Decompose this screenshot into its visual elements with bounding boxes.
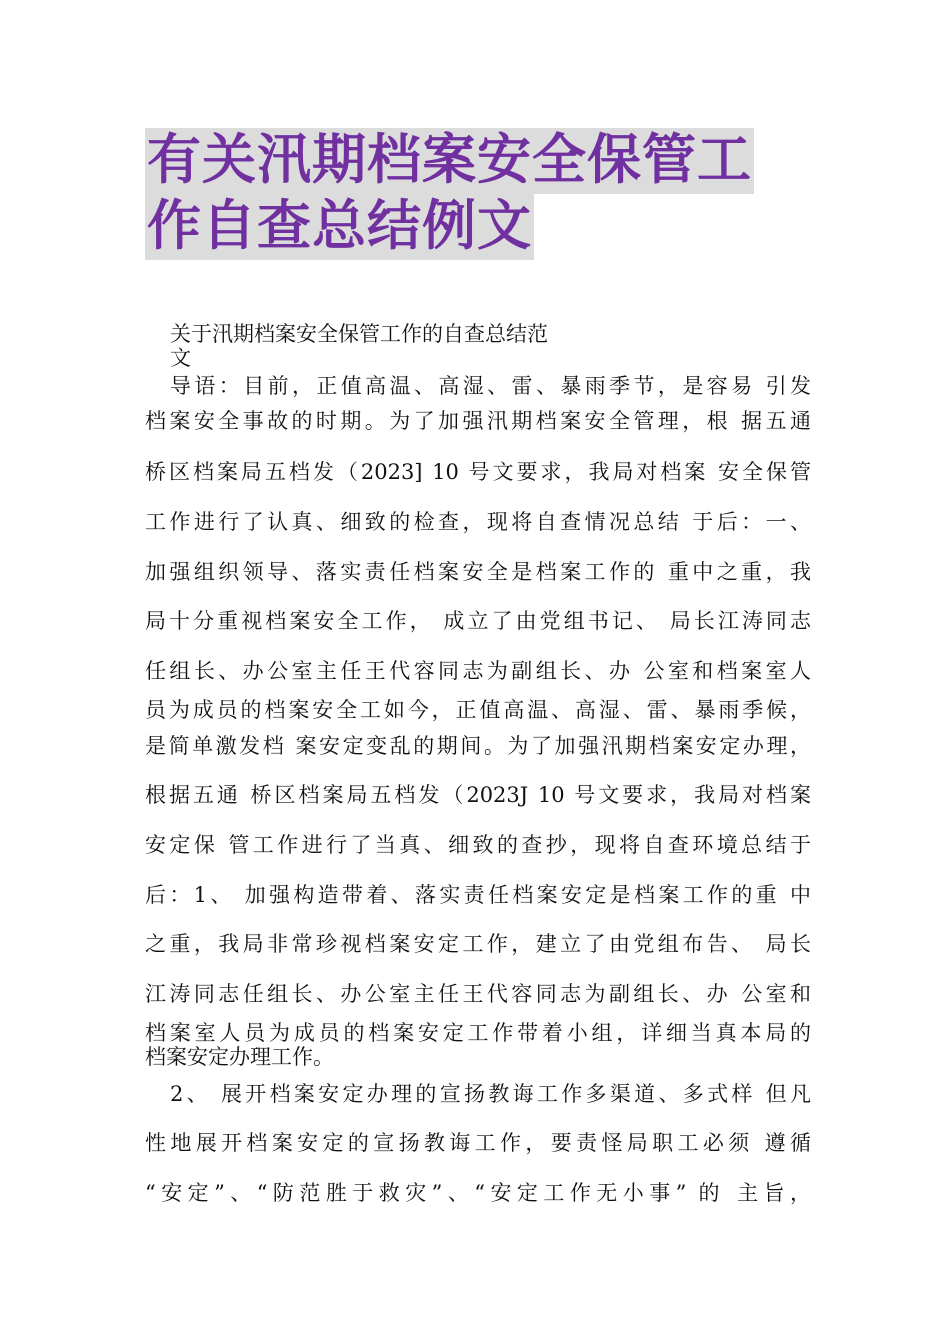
body-line: 导语：目前，正值高温、高湿、雷、暴雨季节，是容易 引发: [170, 374, 811, 398]
body-line: 档案室人员为成员的档案安定工作带着小组，详细当真本局的: [145, 1021, 811, 1045]
body-line: 性地展开档案安定的宣扬教诲工作，要责怪局职工必须 遵循: [145, 1131, 811, 1155]
body-line: 根据五通 桥区档案局五档发（2023J 10 号文要求，我局对档案: [145, 783, 811, 807]
body-line: 加强组织领导、落实责任档案安全是档案工作的 重中之重，我: [145, 560, 811, 584]
body-line: 任组长、办公室主任王代容同志为副组长、办 公室和档案室人: [145, 659, 811, 683]
body-line: 员为成员的档案安全工如今，正值高温、高湿、雷、暴雨季候，: [145, 698, 811, 722]
body-line: 桥区档案局五档发（2023] 10 号文要求，我局对档案 安全保管: [145, 460, 811, 484]
body-line: 2、 展开档案安定办理的宣扬教诲工作多渠道、多式样 但凡: [170, 1082, 811, 1106]
body-line: 档案安定办理工作。: [145, 1045, 334, 1069]
title-line-2: 作自查总结例文: [145, 194, 534, 260]
body-line: 后：1、 加强构造带着、落实责任档案安定是档案工作的重 中: [145, 883, 811, 907]
body-line: 之重，我局非常珍视档案安定工作，建立了由党组布告、 局长: [145, 932, 811, 956]
body-line: 是简单激发档 案安定变乱的期间。为了加强汛期档案安定办理，: [145, 734, 811, 758]
body-line: 局十分重视档案安全工作， 成立了由党组书记、 局长江涛同志: [145, 609, 811, 633]
body-line: 工作进行了认真、细致的检查，现将自查情况总结 于后：一、: [145, 510, 811, 534]
title-line-1: 有关汛期档案安全保管工: [145, 128, 754, 194]
body-line: 档案安全事故的时期。为了加强汛期档案安全管理，根 据五通: [145, 409, 811, 433]
document-subtitle: [170, 322, 610, 370]
body-line: 江涛同志任组长、办公室主任王代容同志为副组长、办 公室和: [145, 982, 811, 1006]
document-title: [145, 128, 825, 260]
body-line: 安定保 管工作进行了当真、细致的查抄，现将自查环境总结于: [145, 833, 811, 857]
subtitle-line-2: 文: [170, 346, 191, 370]
subtitle-line-1: 关于汛期档案安全保管工作的自查总结范: [170, 322, 548, 346]
body-line: “安定”、“防范胜于救灾”、“安定工作无小事” 的 主旨，: [145, 1181, 811, 1205]
